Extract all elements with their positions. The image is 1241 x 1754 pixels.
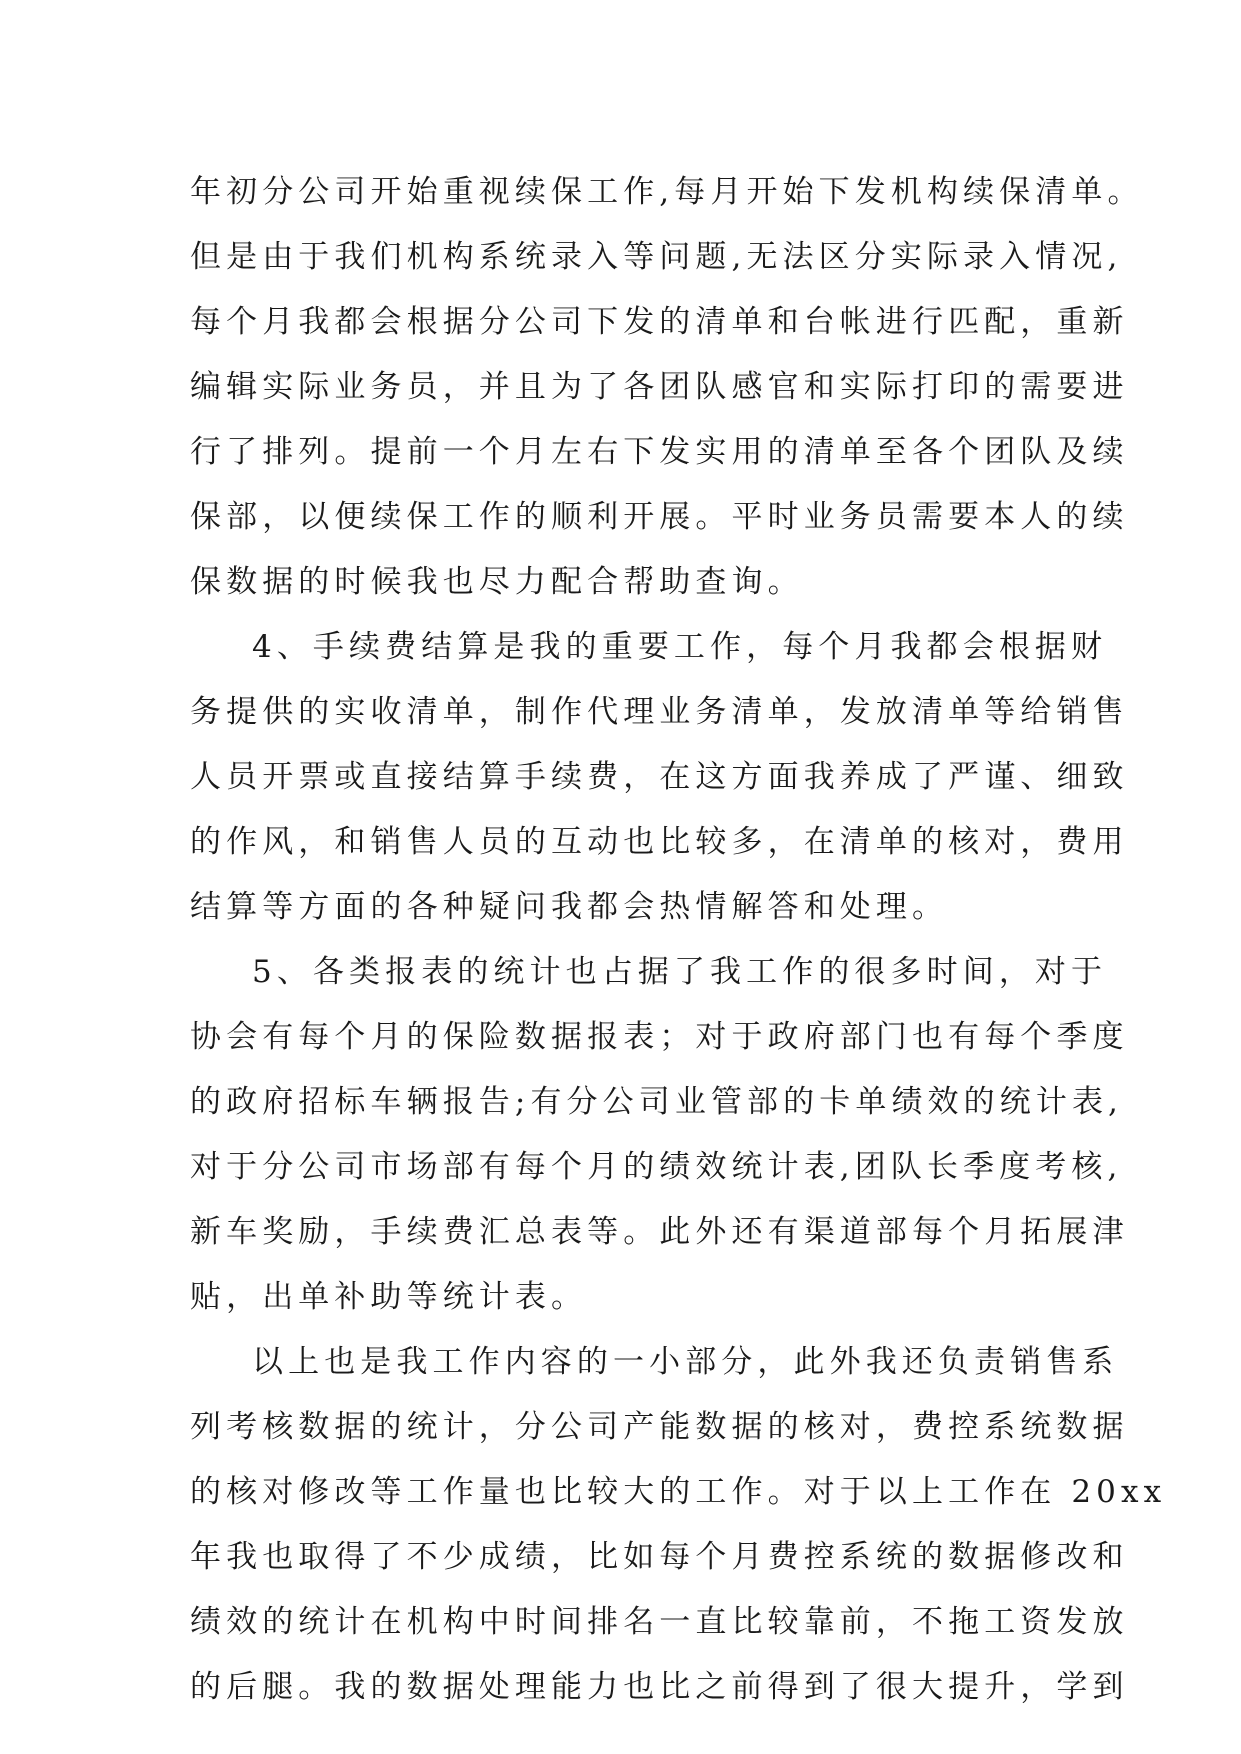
paragraph-first-line: 以上也是我工作内容的一小部分，此外我还负责销售系	[252, 1344, 1119, 1380]
text-line: 贴，出单补助等统计表。	[190, 1279, 588, 1315]
text-line: 的政府招标车辆报告;有分公司业管部的卡单绩效的统计表,	[190, 1084, 1123, 1120]
text-line: 协会有每个月的保险数据报表；对于政府部门也有每个季度	[190, 1019, 1129, 1055]
text-line: 编辑实际业务员，并且为了各团队感官和实际打印的需要进	[190, 369, 1129, 405]
text-line: 务提供的实收清单，制作代理业务清单，发放清单等给销售	[190, 694, 1129, 730]
text-line: 对于分公司市场部有每个月的绩效统计表,团队长季度考核,	[190, 1149, 1123, 1185]
text-line: 的后腿。我的数据处理能力也比之前得到了很大提升，学到	[190, 1669, 1129, 1705]
paragraph-first-line: 4、手续费结算是我的重要工作，每个月我都会根据财	[252, 629, 1108, 665]
text-line: 绩效的统计在机构中时间排名一直比较靠前，不拖工资发放	[190, 1604, 1129, 1640]
text-line: 保部，以便续保工作的顺利开展。平时业务员需要本人的续	[190, 499, 1129, 535]
text-line: 新车奖励，手续费汇总表等。此外还有渠道部每个月拓展津	[190, 1214, 1129, 1250]
document-body	[190, 160, 1167, 1720]
text-line: 结算等方面的各种疑问我都会热情解答和处理。	[190, 889, 949, 925]
text-line: 的核对修改等工作量也比较大的工作。对于以上工作在 20xx	[190, 1474, 1167, 1510]
text-line: 年我也取得了不少成绩，比如每个月费控系统的数据修改和	[190, 1539, 1129, 1575]
text-line: 年初分公司开始重视续保工作,每月开始下发机构续保清单。	[190, 174, 1144, 210]
text-line: 行了排列。提前一个月左右下发实用的清单至各个团队及续	[190, 434, 1129, 470]
text-line: 列考核数据的统计，分公司产能数据的核对，费控系统数据	[190, 1409, 1129, 1445]
text-line: 每个月我都会根据分公司下发的清单和台帐进行匹配，重新	[190, 304, 1129, 340]
text-line: 保数据的时候我也尽力配合帮助查询。	[190, 564, 804, 600]
text-line: 人员开票或直接结算手续费，在这方面我养成了严谨、细致	[190, 759, 1129, 795]
paragraph-first-line: 5、各类报表的统计也占据了我工作的很多时间，对于	[252, 954, 1108, 990]
text-line: 的作风，和销售人员的互动也比较多，在清单的核对，费用	[190, 824, 1129, 860]
text-line: 但是由于我们机构系统录入等问题,无法区分实际录入情况,	[190, 239, 1123, 275]
